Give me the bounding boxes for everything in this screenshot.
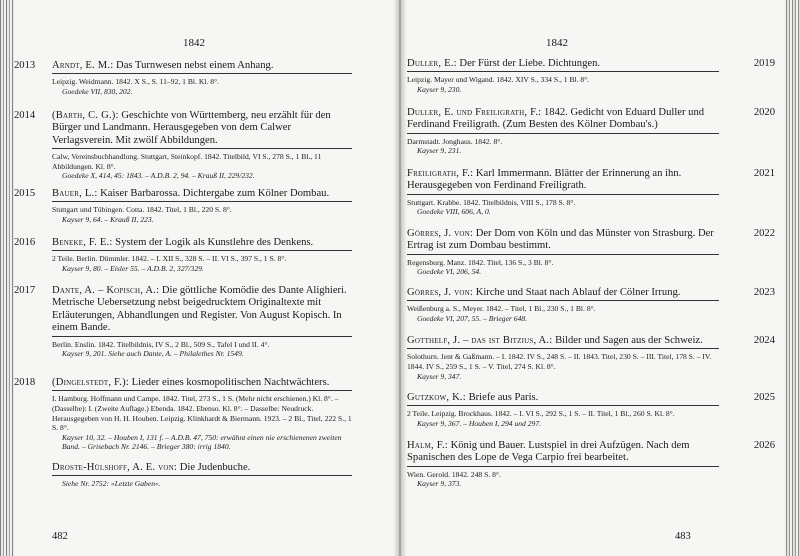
bibliography-entry (407, 335, 775, 381)
cross-reference: Siehe Nr. 2752: »Letzte Gaben«. (62, 479, 161, 489)
bibliography-entry (407, 228, 775, 277)
entry-imprint: Stuttgart und Tübingen. Cotta. 1842. Titel, 1 Bl., 220 S. 8°. (52, 205, 232, 215)
bibliography-entry (407, 392, 775, 429)
entry-number: 2019 (753, 58, 775, 69)
entry-heading (407, 228, 719, 255)
entry-references: Kayser 9, 230. (417, 85, 462, 94)
entry-author: Duller, E. und Freiligrath, F.: (407, 107, 542, 118)
entry-author: Beneke, F. E.: (52, 237, 113, 248)
page-number: 482 (52, 531, 68, 542)
entry-heading (52, 285, 352, 337)
right-page (407, 0, 784, 556)
entry-references: Kayser 9, 347. (417, 371, 462, 381)
entry-references: Goedeke VI, 206, 54. (417, 267, 482, 277)
entry-title: Der Dom von Köln und das Münster von Strasburg. Der Ertrag ist zum Dombau bestimmt. (407, 228, 714, 252)
bibliography-entry (407, 440, 775, 489)
entry-number: 2021 (753, 168, 775, 179)
entry-imprint: Berlin. Enslin. 1842. Titelbildnis, IV S., 2 Bl., 509 S., Tafel I und II. 4°. (52, 339, 270, 349)
entry-imprint: Solothurn. Jent & Gaßmann. – I. 1842. IV S., 248 S. – II. 1843. Titel, 230 S. – III. Titel, 178 S. – IV. 1844. IV S., 259 S., 1 S. – V. Titel, 274 S. Kl. 8°. (407, 352, 712, 371)
entry-imprint: 2 Teile. Berlin. Dümmler. 1842. – I. XII S., 328 S. – II. VI S., 397 S., 1 S. 8°. (52, 254, 287, 264)
entry-number: 2013 (14, 60, 36, 71)
entry-heading (52, 237, 352, 251)
bibliography-entry (14, 110, 352, 181)
entry-number: 2017 (14, 285, 36, 296)
entry-title: System der Logik als Kunstlehre des Denkens. (115, 237, 314, 248)
entry-heading (407, 440, 719, 467)
entry-references: Kayser 9, 231. (417, 146, 462, 156)
running-head: 1842 (183, 37, 205, 49)
bibliography-entry (407, 58, 775, 95)
entry-author: Bauer, L.: (52, 188, 98, 199)
entry-imprint: I. Hamburg. Hoffmann und Campe. 1842. Titel, 273 S., 1 S. (Mehr nicht erschienen.) Kl. 8°. – (Dasselbe): I. (Zweite Auflage.) Ebenda. 1842. Ebenso. Kl. 8°. – Dasselbe: Neudruck. Herausgegeben von H. H. Houben. Leipzig. Klinkhardt & Biermann. 1923. – 2 Bl., Titel, 222 S., 1 S. 8°. (52, 394, 352, 433)
entry-author: Droste-Hülshoff, A. E. von: (52, 461, 178, 473)
entry-title: Kaiser Barbarossa. Dichtergabe zum Kölner Dombau. (100, 188, 330, 199)
entry-author: Görres, J. von: (407, 228, 474, 239)
entry-author: Duller, E.: (407, 58, 457, 69)
entry-author: Gotthelf, J. – das ist Bitzius, A.: (407, 335, 553, 346)
entry-title: Das Turnwesen nebst einem Anhang. (116, 60, 274, 71)
entry-heading (407, 168, 719, 195)
entry-heading (407, 335, 719, 349)
cross-reference-heading (52, 462, 352, 476)
entry-title: 1842. Gedicht von Eduard Duller und Ferdinand Freiligrath. (Zum Besten des Kölner Dombau's.) (407, 107, 705, 131)
entry-references: Goedeke VI, 207, 55. – Brieger 648. (417, 314, 528, 323)
entry-number: 2026 (753, 440, 775, 451)
entry-title: Karl Immermann. Blätter der Erinnerung an ihn. Herausgegeben von Ferdinand Freiligrath. (407, 168, 682, 192)
entry-heading (52, 110, 352, 149)
entry-title: Lieder eines kosmopolitischen Nachtwächters. (131, 377, 330, 388)
entry-author: Dante, A. – Kopisch, A.: (52, 285, 160, 296)
entry-number: 2016 (14, 237, 36, 248)
entry-references: Goedeke X, 414, 45: 1843. – A.D.B. 2, 94. – Krauß II, 229/232. (62, 171, 255, 181)
entry-author: Görres, J. von: (407, 287, 474, 298)
entry-number: 2024 (753, 335, 775, 346)
entry-number: 2015 (14, 188, 36, 199)
bibliography-entry (14, 60, 352, 97)
entry-number: 2022 (753, 228, 775, 239)
entry-imprint: Darmstadt. Jonghaus. 1842. 8°. (407, 136, 503, 146)
bibliography-entry (407, 168, 775, 217)
running-head: 1842 (546, 37, 568, 49)
entry-heading (52, 188, 352, 202)
entry-title: Bilder und Sagen aus der Schweiz. (555, 335, 703, 346)
entry-title: Der Fürst der Liebe. Dichtungen. (459, 58, 601, 69)
entry-number: 2018 (14, 377, 36, 388)
entry-heading (52, 60, 352, 74)
entry-number: 2025 (753, 392, 775, 403)
entry-imprint: Wien. Gerold. 1842. 248 S. 8°. (407, 469, 501, 479)
page-edge-right (784, 0, 800, 556)
entry-references: Kayser 9, 367. – Houben I, 294 und 297. (417, 419, 542, 428)
page-number: 483 (675, 531, 691, 542)
entry-references: Goedeke VII, 830, 202. (62, 87, 133, 96)
entry-author: (Barth, C. G.): (52, 110, 119, 121)
entry-number: 2023 (753, 287, 775, 298)
bibliography-entry (407, 107, 775, 156)
entry-references: Kayser 10, 32. – Houben I, 131 f. – A.D.B. 47, 750: erwähnt einen nie erschienenen zweiten Band. – Grisebach Nr. 2146. – Brieger 380: irrig 1840. (62, 432, 342, 452)
entry-title: Geschichte von Württemberg, neu erzählt für den Bürger und Landmann. Herausgegeben von dem Calwer Verlagsverein. Mit zwölf Abbildungen. (52, 110, 331, 146)
entry-references: Kayser 9, 201. Siehe auch Dante, A. – Philalethes Nr. 1549. (62, 349, 244, 359)
entry-author: Freiligrath, F.: (407, 168, 474, 179)
entry-references: Kayser 9, 64. – Krauß II, 223. (62, 215, 154, 224)
entry-number: 2020 (753, 107, 775, 118)
entry-imprint: Weißenburg a. S., Meyer. 1842. – Titel, 1 Bl., 230 S., 1 Bl. 8°. (407, 304, 596, 314)
entry-imprint: Calw, Vereinsbuchhandlung. Stuttgart, Steinkopf. 1842. Titelbild, VI S., 278 S., 1 Bl., 11 Abbildungen. Kl. 8°. (52, 152, 322, 171)
entry-references: Kayser 9, 80. – Eisler 55. – A.D.B. 2, 327/329. (62, 264, 204, 273)
entry-imprint: Regensburg. Manz. 1842. Titel, 136 S., 3 Bl. 8°. (407, 257, 554, 267)
entry-imprint: Leipzig. Mayer und Wigand. 1842. XIV S., 334 S., 1 Bl. 8°. (407, 75, 590, 85)
bibliography-entry (14, 237, 352, 274)
bibliography-entry (14, 188, 352, 225)
entry-heading (407, 287, 719, 301)
entry-imprint: Leipzig. Weidmann. 1842. X S., S. 11–92, 1 Bl. Kl. 8°. (52, 77, 219, 87)
entry-imprint: 2 Teile. Leipzig. Brockhaus. 1842. – I. VI S., 292 S., 1 S. – II. Titel, 1 Bl., 260 S. Kl. 8°. (407, 409, 675, 419)
entry-author: Gutzkow, K.: (407, 392, 466, 403)
entry-author: Halm, F.: (407, 440, 448, 451)
entry-number: 2014 (14, 110, 36, 121)
entry-author: Arndt, E. M.: (52, 60, 114, 71)
bibliography-entry (14, 285, 352, 359)
entry-title: Briefe aus Paris. (468, 392, 539, 403)
entry-imprint: Stuttgart. Krabbe. 1842. Titelbildnis, VIII S., 178 S. 8°. (407, 197, 576, 207)
entry-heading (407, 58, 719, 72)
entry-heading (52, 377, 352, 391)
left-page (14, 0, 393, 556)
entry-heading (407, 107, 719, 134)
entry-title: Kirche und Staat nach Ablauf der Cölner Irrung. (475, 287, 681, 298)
bibliography-entry (14, 377, 352, 489)
bibliography-entry (407, 287, 775, 324)
entry-references: Goedeke VIII, 606, A, 0. (417, 207, 491, 217)
entry-title: Die göttliche Komödie des Dante Alighieri. Metrische Uebersetzung nebst beigedrucktem Originaltexte mit Erläuterungen, Abhandlungen und Register. Von August Kopisch. In einem Bande. (52, 285, 347, 334)
entry-author: (Dingelstedt, F.): (52, 377, 130, 388)
entry-heading (407, 392, 719, 406)
entry-title: Die Judenbuche. (179, 461, 251, 473)
book-gutter (393, 0, 407, 556)
page-edge-left (0, 0, 14, 556)
entry-references: Kayser 9, 373. (417, 479, 462, 489)
entry-title: König und Bauer. Lustspiel in drei Aufzügen. Nach dem Spanischen des Lope de Vega Carpio frei bearbeitet. (407, 440, 690, 464)
